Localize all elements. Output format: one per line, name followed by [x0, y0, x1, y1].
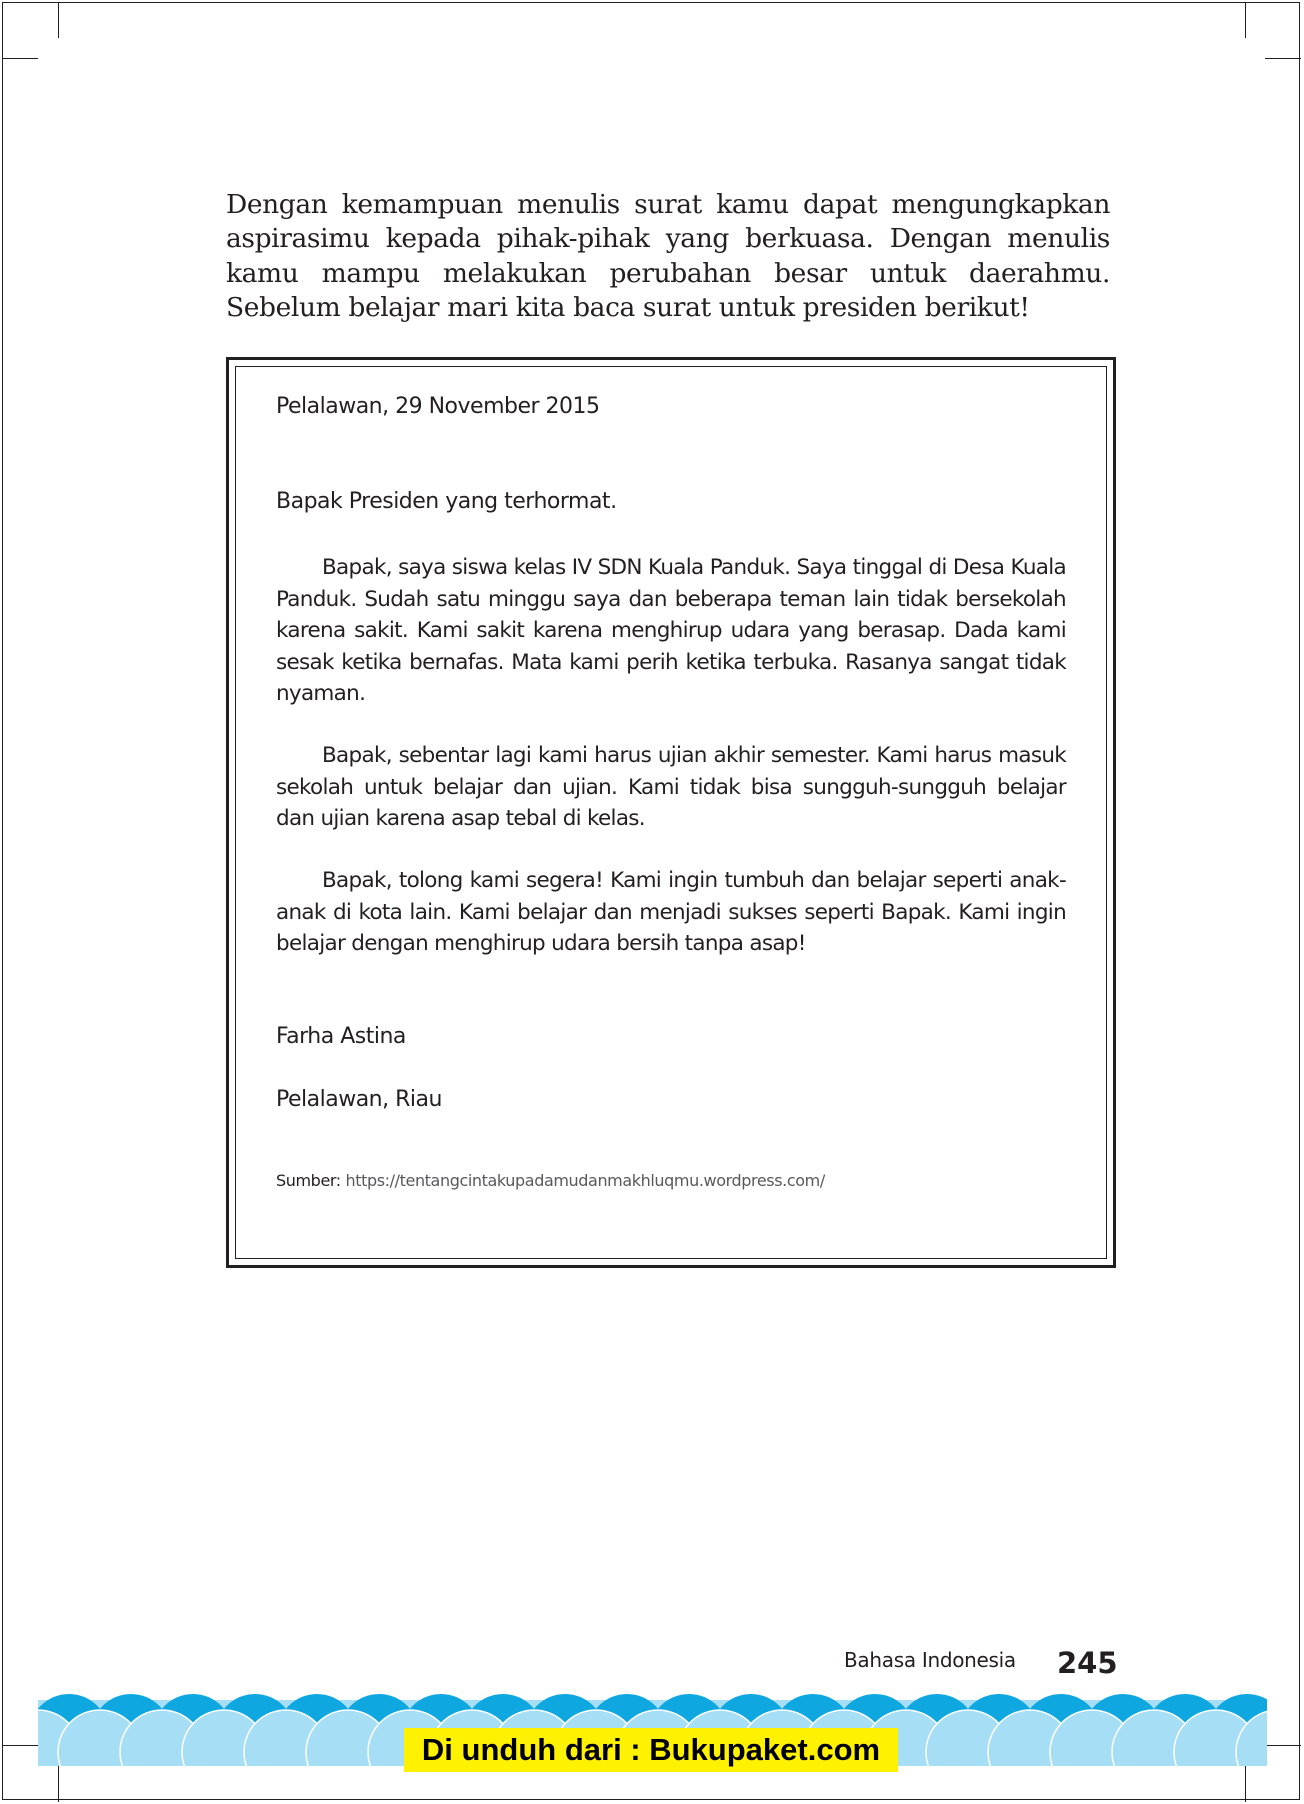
crop-mark — [1265, 58, 1301, 59]
letter-date: Pelalawan, 29 November 2015 — [276, 394, 600, 419]
crop-mark — [58, 1766, 59, 1802]
crop-mark — [1245, 2, 1246, 38]
crop-mark — [58, 2, 59, 38]
letter-sender-name: Farha Astina — [276, 1024, 406, 1049]
download-banner: Di unduh dari : Bukupaket.com — [404, 1728, 898, 1772]
letter-salutation: Bapak Presiden yang terhormat. — [276, 489, 617, 514]
crop-mark — [2, 58, 38, 59]
page-number: 245 — [1057, 1646, 1118, 1680]
source-label: Sumber: — [276, 1171, 341, 1190]
letter-source — [276, 1171, 1066, 1190]
letter-paragraph: Bapak, saya siswa kelas IV SDN Kuala Panduk. Saya tinggal di Desa Kuala Panduk. Sudah satu minggu saya dan beberapa teman lain tidak bersekolah karena sakit. Kami sakit karena menghirup udara yang berasap. Dada kami sesak ketika bernafas. Mata kami perih ketika terbuka. Rasanya sangat tidak nyaman. — [276, 555, 1066, 706]
letter-paragraph: Bapak, sebentar lagi kami harus ujian akhir semester. Kami harus masuk sekolah untuk belajar dan ujian. Kami tidak bisa sungguh-sungguh belajar dan ujian karena asap tebal di kelas. — [276, 743, 1066, 831]
crop-mark — [2, 1745, 38, 1746]
crop-mark — [1245, 1766, 1246, 1802]
book-subject: Bahasa Indonesia — [844, 1648, 1016, 1672]
letter-sender-location: Pelalawan, Riau — [276, 1087, 442, 1112]
letter-paragraph: Bapak, tolong kami segera! Kami ingin tumbuh dan belajar seperti anak-anak di kota lain. Kami belajar dan menjadi sukses seperti Bapak. Kami ingin belajar dengan menghirup udara bersih tanpa asap! — [276, 868, 1066, 956]
crop-mark — [1265, 1745, 1301, 1746]
intro-paragraph: Dengan kemampuan menulis surat kamu dapat mengungkapkan aspirasimu kepada pihak-pihak yang berkuasa. Dengan menulis kamu mampu melakukan perubahan besar untuk daerahmu. Sebelum belajar mari kita baca surat untuk presiden berikut! — [226, 189, 1110, 324]
source-url: https://tentangcintakupadamudanmakhluqmu.wordpress.com/ — [345, 1171, 825, 1190]
